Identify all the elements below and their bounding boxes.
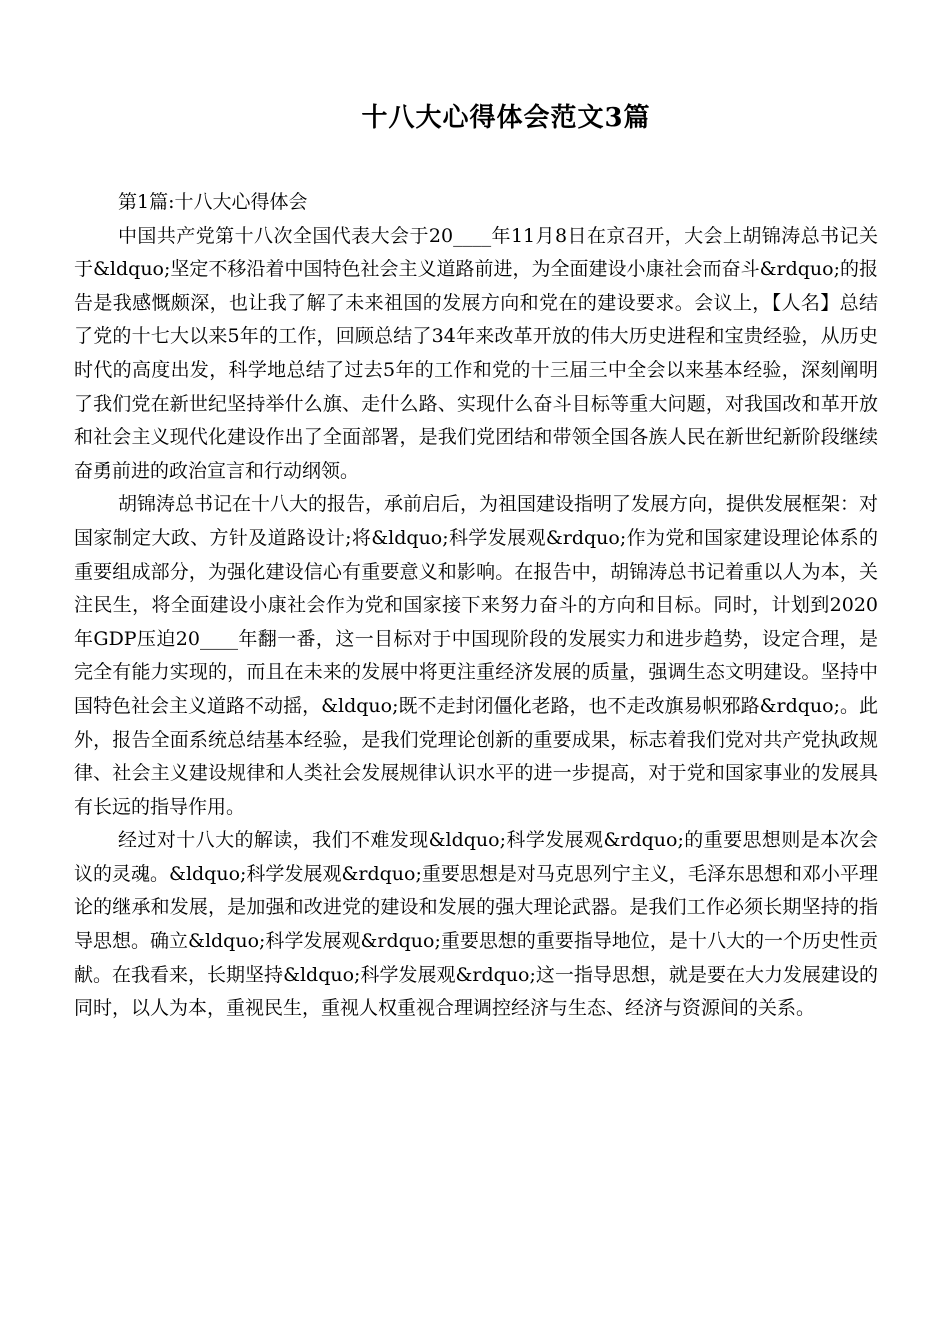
body-paragraph-2: 胡锦涛总书记在十八大的报告，承前启后，为祖国建设指明了发展方向，提供发展框架：对国家制定大政、方针及道路设计;将&ldquo;科学发展观&rdquo;作为党和国家建设理论体系的重要组成部分，为强化建设信心有重要意义和影响。在报告中，胡锦涛总书记着重以人为本，关注民生，将全面建设小康社会作为党和国家接下来努力奋斗的方向和目标。同时，计划到2020年GDP压迫20____年翻一番，这一目标对于中国现阶段的发展实力和进步趋势，设定合理，是完全有能力实现的，而且在未来的发展中将更注重经济发展的质量，强调生态文明建设。坚持中国特色社会主义道路不动摇，&ldquo;既不走封闭僵化老路，也不走改旗易帜邪路&rdquo;。此外，报告全面系统总结基本经验，是我们党理论创新的重要成果，标志着我们党对共产党执政规律、社会主义建设规律和人类社会发展规律认识水平的进一步提高，对于党和国家事业的发展具有长远的指导作用。 [74,493,879,818]
document-title: 十八大心得体会范文3篇 [361,103,651,133]
section-heading: 第1篇:十八大心得体会 [118,191,308,213]
body-paragraph-3: 经过对十八大的解读，我们不难发现&ldquo;科学发展观&rdquo;的重要思想则是本次会议的灵魂。&ldquo;科学发展观&rdquo;重要思想是对马克思列宁主义，毛泽东思想和邓小平理论的继承和发展，是加强和改进党的建设和发展的强大理论武器。是我们工作必须长期坚持的指导思想。确立&ldquo;科学发展观&rdquo;重要思想的重要指导地位，是十八大的一个历史性贡献。在我看来，长期坚持&ldquo;科学发展观&rdquo;这一指导思想，就是要在大力发展建设的同时，以人为本，重视民生，重视人权重视合理调控经济与生态、经济与资源间的关系。 [74,829,878,1020]
body-paragraph-1: 中国共产党第十八次全国代表大会于20____年11月8日在京召开，大会上胡锦涛总书记关于&ldquo;坚定不移沿着中国特色社会主义道路前进，为全面建设小康社会而奋斗&rdquo;的报告是我感慨颇深，也让我了解了未来祖国的发展方向和党在的建设要求。会议上，【人名】总结了党的十七大以来5年的工作，回顾总结了34年来改革开放的伟大历史进程和宝贵经验，从历史时代的高度出发，科学地总结了过去5年的工作和党的十三届三中全会以来基本经验，深刻阐明了我们党在新世纪坚持举什么旗、走什么路、实现什么奋斗目标等重大问题，对我国改和革开放和社会主义现代化建设作出了全面部署，是我们党团结和带领全国各族人民在新世纪新阶段继续奋勇前进的政治宣言和行动纲领。 [74,224,878,482]
document-body [74,220,878,1026]
